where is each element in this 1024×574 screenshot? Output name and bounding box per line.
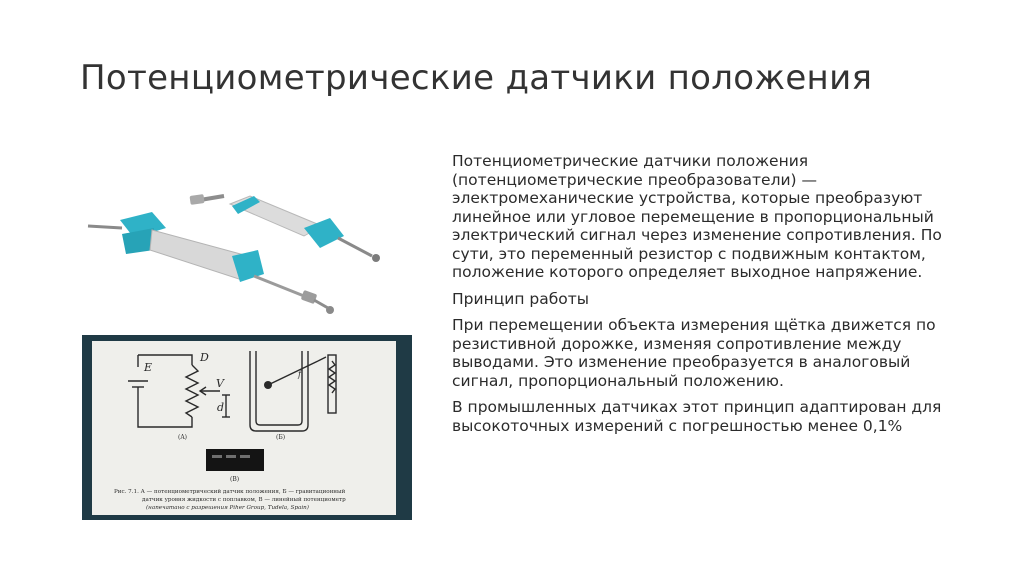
label-f: f: [298, 370, 301, 379]
schematic-figure: [82, 335, 412, 520]
paragraph-definition: Потенциометрические датчики положения (потенциометрические преобразователи) — электромеханические устройства, которые преобразуют линейное или угловое перемещение в пропорциональный электрический сигнал через изменение сопротивления. По сути, это переменный резистор с подвижным контактом, положение которого определяет выходное напряжение.: [452, 152, 942, 281]
device-mark: [240, 455, 250, 458]
label-panel-a: (A): [178, 434, 188, 441]
float-ball: [264, 381, 272, 389]
slide-title: Потенциометрические датчики положения: [80, 58, 873, 98]
label-d-top: D: [200, 351, 209, 364]
paragraph-principle-heading: Принцип работы: [452, 289, 590, 308]
caption-line-2: датчик уровня жидкости с поплавком, В — линейный потенциометр: [142, 497, 346, 503]
caption-line-1: Рис. 7.1. А — потенциометрический датчик положения, Б — гравитационный: [114, 489, 346, 495]
label-panel-c: (B): [230, 476, 240, 483]
paragraph-principle: При перемещении объекта измерения щётка движется по резистивной дорожке, изменяя сопротивление между выводами. Это изменение преобразуется в аналоговый сигнал, пропорциональный положению.: [452, 316, 936, 390]
panel-c-device: [206, 449, 264, 471]
schematic-paper: [92, 341, 396, 515]
label-v: V: [216, 377, 224, 390]
schematic-drawing: [92, 341, 396, 515]
label-e: E: [144, 361, 153, 374]
device-mark: [212, 455, 222, 458]
panel-b-tank: [250, 351, 336, 431]
label-panel-b: (Б): [276, 434, 286, 441]
caption-line-3: (напечатано с разрешения Piher Group, Tudela, Spain): [146, 505, 309, 511]
body-text: [452, 152, 960, 443]
paragraph-industrial: В промышленных датчиках этот принцип адаптирован для высокоточных измерений с погрешностью менее 0,1%: [452, 398, 942, 435]
device-mark: [226, 455, 236, 458]
sensor-photo: [82, 178, 402, 330]
label-d-dist: d: [217, 401, 225, 414]
